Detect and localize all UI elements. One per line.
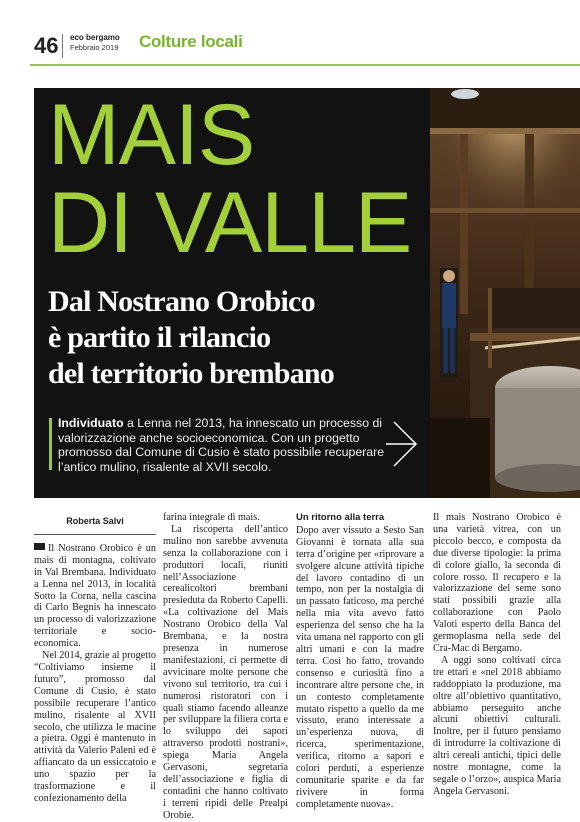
lead-bold: Individuato [58, 416, 124, 430]
issue-date: Febbraio 2019 [70, 43, 119, 52]
article-column-3 [296, 512, 424, 811]
paragraph [34, 543, 156, 650]
header-rule [30, 64, 580, 66]
section-title: Colture locali [139, 32, 243, 51]
lead-accent-bar [49, 418, 52, 470]
paragraph: farina integrale di mais. [163, 512, 260, 523]
hero-title-line-2: DI VALLE [48, 175, 412, 271]
paragraph-text: Il Nostrano Orobico è un mais di montagna, coltivato in Val Brembana. Individuato a Lenna nel 2013, in località Sotto la Corna, nella cascina di Carlo Begnis ha innescato un processo di valorizzazione territoriale e socio-economica. [34, 542, 156, 650]
mill-photo [430, 88, 580, 498]
subtitle-line: del territorio brembano [48, 357, 334, 390]
lead-text: a Lenna nel 2013, ha innescato un processo di valorizzazione anche socioeconomica. Con un progetto promosso dal Comune di Cusio è stato possibile recuperare l’antico mulino, risalente al XVII secolo. [58, 416, 385, 474]
article-column-1 [34, 512, 156, 805]
paragraph: Dopo aver vissuto a Sesto San Giovanni è tornata alla sua terra d’origine per «riprovare a svolgere alcune attività tipiche del lavoro contadino di un tempo, non per la nostalgia di un passato faticoso, ma perché nella mia vita avevo fatto esperienza del senso che ha la vita umana nel rapporto con gli altri umani e con la madre terra. Così ho fatto, trovando consenso e curiosità fino a incontrare altre persone che, in un contesto completamente mutato rispetto a quello da me vissuto, erano interessate a un’esperienza nuova, di ricerca, sperimentazione, verifica, ritorno a sapori e colori perduti, a esperienze comunitarie sparite e da far rivivere in forma completamente nuova». [296, 524, 424, 810]
article-column-4 [433, 512, 561, 798]
paragraph: La riscoperta dell’antico mulino non sarebbe avvenuta senza la collaborazione con i produttori locali, riuniti nell’Associazione cerealicoltori brembani presieduta da Roberto Capelli. «La coltivazione del Mais Nostrano Orobico della Val Brembana, e la nostra presenza in numerose manifestazioni, ci permette di avvicinare molte persone che vivono sul territorio, tra cui i numerosi ristoratori con i quali stiamo facendo alleanze per sviluppare la filiera corta e lo sviluppo dei sapori attraverso prodotti nostrani», spiega Maria Angela Gervasoni, segretaria dell’associazione e figlia di contadini che hanno coltivato i terreni ripidi delle Prealpi Orobie. [163, 523, 288, 821]
subheading: Un ritorno alla terra [296, 512, 385, 523]
hero-subtitle [48, 284, 334, 392]
hero-banner [34, 88, 580, 498]
paragraph: A oggi sono coltivati circa tre ettari e «nel 2018 abbiamo raddoppiato la produzione, ma oltre all’obiettivo quantitativo, abbiamo perseguito anche alcuni obiettivi culturali. Inoltre, per il futuro pensiamo di introdurre la coltivazione di altri cereali antichi, tipici delle nostre montagne, come la segale o l’orzo», auspica Maria Angela Gervasoni. [433, 654, 561, 797]
lead-paragraph [58, 416, 388, 474]
byline: Roberta Salvi [34, 516, 156, 535]
publication-name: eco bergamo [70, 33, 120, 42]
paragraph: Il mais Nostrano Orobico è una varietà vitrea, con un piccolo becco, e composta da due diverse tipologie: la prima di colore giallo, la seconda di colore rosso. Il recupero e la valorizzazione del seme sono stati possibili grazie alla collaborazione con Paolo Valoti esperto della Banca del germoplasma nella sede del Cra-Mac di Bergamo. [433, 512, 561, 654]
hero-title-line-1: MAIS [48, 87, 255, 183]
start-marker-icon [34, 543, 45, 550]
article-column-2 [163, 512, 288, 822]
paragraph: Nel 2014, grazie al progetto “Coltiviamo insieme il futuro”, promosso dal Comune di Cusio, è stato possibile recuperare l’antico mulino, risalente al XVII secolo, che utilizza le macine a pietra. Oggi è mantenuto in attività da Valerio Paleni ed è affiancato da un essiccatoio e uno spazio per la trasformazione e il confezionamento della [34, 650, 157, 804]
header-divider [62, 34, 63, 58]
subtitle-line: Dal Nostrano Orobico [48, 285, 315, 318]
arrow-right-icon [386, 416, 422, 472]
subtitle-line: è partito il rilancio [48, 321, 271, 354]
page-number: 46 [34, 33, 59, 58]
